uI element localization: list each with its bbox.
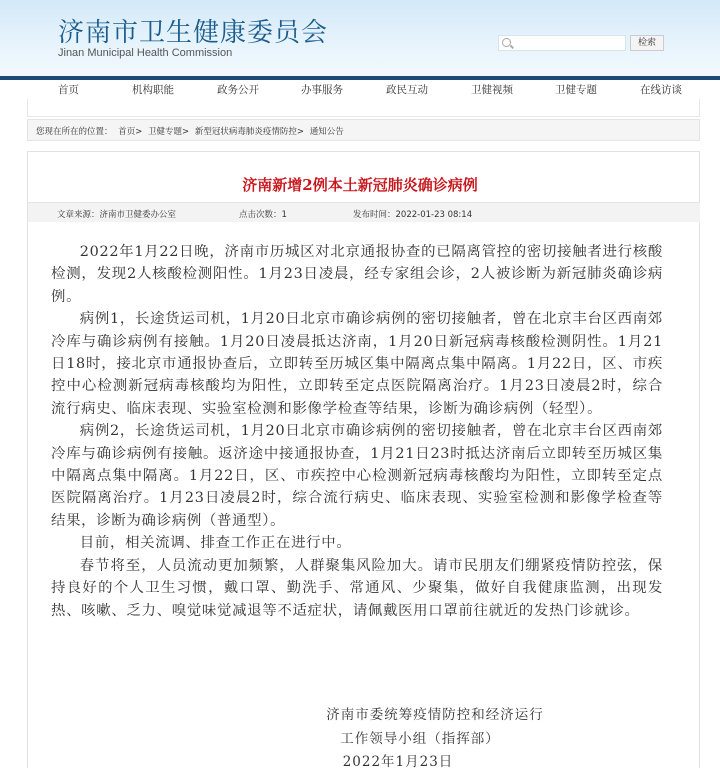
site-logo-english: Jinan Municipal Health Commission [58,47,233,59]
article-published: 发布时间：2022-01-23 08:14 [353,210,473,220]
article-paragraph: 目前，相关流调、排查工作正在进行中。 [79,535,352,552]
site-header [0,0,720,76]
article-paragraph: 病例1，长途货运司机，1月20日北京市确诊病例的密切接触者，曾在北京丰台区西南郊冷库与确诊病例有接触。1月20日凌晨抵达济南，1月20日新冠病毒核酸检测阴性。1月21日18时，接北京市通报协查后，立即转至历城区集中隔离点集中隔离。1月22日，区、市疾控中心检测新冠病毒核酸均为阳性，立即转至定点医院隔离治疗。1月23日凌晨2时，综合流行病史、临床表现、实验室检测和影像学检查等结果，诊断为确诊病例（轻型）。 [51,311,663,417]
signature-date: 2022年1月23日 [342,754,454,768]
nav-item-home[interactable]: 首页 [58,84,79,96]
nav-sub-area [27,99,700,117]
search-box[interactable] [498,35,626,51]
nav-item-services[interactable]: 办事服务 [301,84,343,96]
nav-item-functions[interactable]: 机构职能 [132,84,174,96]
breadcrumb-covid[interactable]: 新型冠状病毒肺炎疫情防控> [194,127,304,137]
search-input[interactable] [515,36,623,50]
nav-item-gov-affairs[interactable]: 政务公开 [217,84,259,96]
signature-group: 工作领导小组（指挥部） [340,731,500,747]
article-paragraph: 春节将至，人员流动更加频繁，人群聚集风险加大。请市民朋友们绷紧疫情防控弦，保持良好的个人卫生习惯，戴口罩、勤洗手、常通风、少聚集，做好自我健康监测，出现发热、咳嗽、乏力、嗅觉味觉减退等不适症状，请佩戴医用口罩前往就近的发热门诊就诊。 [51,557,663,619]
article-meta-bar [28,202,700,222]
nav-item-videos[interactable]: 卫健视频 [471,84,513,96]
signature-org: 济南市委统筹疫情防控和经济运行 [326,707,544,723]
breadcrumb-home[interactable]: 首页> [118,127,143,137]
article-body [51,241,663,622]
breadcrumb [36,125,347,137]
nav-item-topics[interactable]: 卫健专题 [555,84,597,96]
nav-item-interviews[interactable]: 在线访谈 [640,84,682,96]
article-paragraph: 2022年1月22日晚，济南市历城区对北京通报协查的已隔离管控的密切接触者进行核酸检测，发现2人核酸检测阳性。1月23日凌晨，经专家组会诊，2人被诊断为新冠肺炎确诊病例。 [51,244,663,305]
article-clicks: 点击次数：1 [239,210,287,220]
search-button[interactable]: 检索 [630,35,664,51]
breadcrumb-prefix: 您现在所在的位置： [36,127,113,137]
main-nav [0,80,720,100]
site-logo-chinese[interactable]: 济南市卫生健康委员会 [58,18,329,48]
article-title: 济南新增2例本土新冠肺炎确诊病例 [242,176,478,194]
nav-item-interaction[interactable]: 政民互动 [386,84,428,96]
article-source: 文章来源：济南市卫健委办公室 [57,210,177,220]
search-icon [502,38,511,47]
breadcrumb-topics[interactable]: 卫健专题> [148,127,190,137]
breadcrumb-notices[interactable]: 通知公告 [309,127,344,137]
breadcrumb-bar [27,119,700,141]
article-paragraph: 病例2，长途货运司机，1月20日北京市确诊病例的密切接触者，曾在北京丰台区西南郊冷库与确诊病例有接触。返济途中接通报协查，1月21日23时抵达济南后立即转至历城区集中隔离点集中隔离。1月22日，区、市疾控中心检测新冠病毒核酸均为阳性，立即转至定点医院隔离治疗。1月23日凌晨2时，综合流行病史、临床表现、实验室检测和影像学检查等结果，诊断为确诊病例（普通型）。 [51,423,663,529]
